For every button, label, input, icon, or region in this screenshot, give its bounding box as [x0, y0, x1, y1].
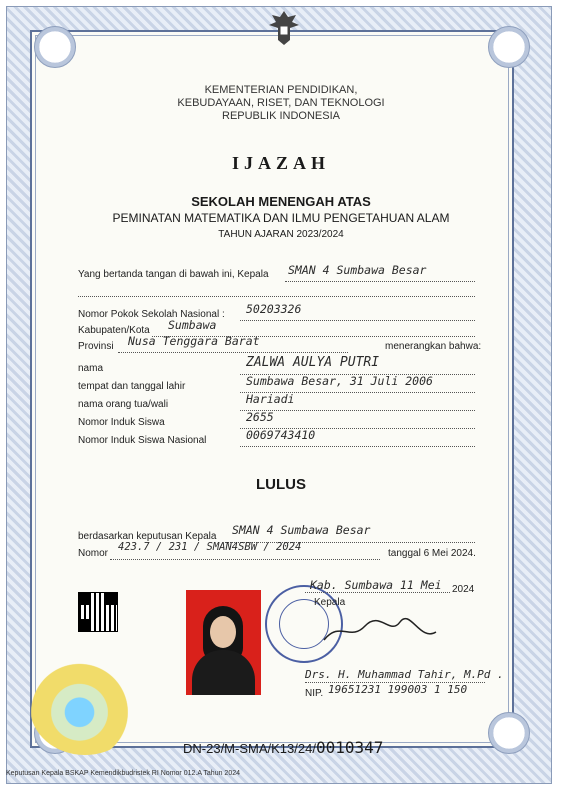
provinsi-label: Provinsi [78, 341, 114, 352]
nama-label: nama [78, 363, 104, 374]
corner-ornament-top-left [34, 26, 76, 68]
statement-line-2 [78, 296, 475, 297]
graduation-result: LULUS [256, 476, 306, 493]
nama-value: ZALWA AULYA PUTRI [246, 355, 380, 370]
corner-ornament-top-right [488, 26, 530, 68]
decision-label: berdasarkan keputusan Kepala [78, 531, 217, 542]
npsn-line [240, 320, 475, 321]
signature-year: 2024 [452, 584, 475, 595]
ttl-label: tempat dan tanggal lahir [78, 381, 186, 392]
npsn-value: 50203326 [246, 302, 302, 316]
school-name-value: SMAN 4 Sumbawa Besar [288, 263, 427, 277]
signature-place-date: Kab. Sumbawa 11 Mei [310, 578, 442, 592]
nip-label: NIP. [305, 688, 324, 699]
serial-prefix: DN-23/M-SMA/K13/24/ [183, 741, 316, 756]
kabupaten-value: Sumbawa [168, 318, 217, 332]
ortu-line [240, 410, 475, 411]
decision-date: tanggal 6 Mei 2024. [388, 548, 476, 559]
program-name: PEMINATAN MATEMATIKA DAN ILMU PENGETAHUAN ALAM [112, 211, 450, 225]
serial-digits: 0010347 [315, 738, 384, 757]
corner-ornament-bottom-right [488, 712, 530, 754]
ministry-line-3: REPUBLIK INDONESIA [222, 110, 340, 122]
qr-code [78, 592, 118, 632]
npsn-label: Nomor Pokok Sekolah Nasional : [78, 309, 225, 320]
ministry-line-1: KEMENTERIAN PENDIDIKAN, [204, 84, 358, 96]
nomor-label: Nomor [78, 548, 109, 559]
ttl-value: Sumbawa Besar, 31 Juli 2006 [246, 374, 433, 388]
student-photo [186, 590, 261, 695]
signature-place-line [305, 592, 450, 593]
nisn-label: Nomor Induk Siswa Nasional [78, 435, 207, 446]
photo-face [210, 616, 236, 648]
nomor-line [110, 559, 380, 560]
statement-label: Yang bertanda tangan di bawah ini, Kepala [78, 269, 269, 280]
document-title: IJAZAH [231, 153, 330, 173]
photo-body [192, 650, 255, 695]
decision-school-value: SMAN 4 Sumbawa Besar [232, 523, 371, 537]
nis-value: 2655 [246, 410, 274, 424]
nis-label: Nomor Induk Siswa [78, 417, 165, 428]
signature-role: Kepala [314, 597, 346, 608]
nisn-value: 0069743410 [246, 428, 316, 442]
nip-value: 19651231 199003 1 150 [328, 683, 468, 696]
provinsi-line [118, 352, 348, 353]
nomor-value: 423.7 / 231 / SMAN4SBW / 2024 [118, 541, 302, 553]
kabupaten-label: Kabupaten/Kota [78, 325, 150, 336]
hologram-seal [30, 660, 140, 755]
menerangkan-label: menerangkan bahwa: [385, 341, 482, 352]
garuda-emblem-icon [266, 8, 302, 48]
academic-year: TAHUN AJARAN 2023/2024 [218, 229, 344, 240]
statement-line [285, 281, 475, 282]
footer-decree: Keputusan Kepala BSKAP Kemendikbudristek RI Nomor 012.A Tahun 2024 [6, 770, 241, 777]
ministry-line-2: KEBUDAYAAN, RISET, DAN TEKNOLOGI [177, 97, 385, 109]
principal-name: Drs. H. Muhammad Tahir, M.Pd . [305, 668, 504, 681]
provinsi-value: Nusa Tenggara Barat [128, 334, 260, 348]
serial-number [183, 738, 383, 757]
signature-scribble-icon [320, 612, 440, 650]
nisn-line [240, 446, 475, 447]
ortu-value: Hariadi [246, 392, 295, 406]
ortu-label: nama orang tua/wali [78, 399, 169, 410]
school-level: SEKOLAH MENENGAH ATAS [191, 194, 371, 209]
